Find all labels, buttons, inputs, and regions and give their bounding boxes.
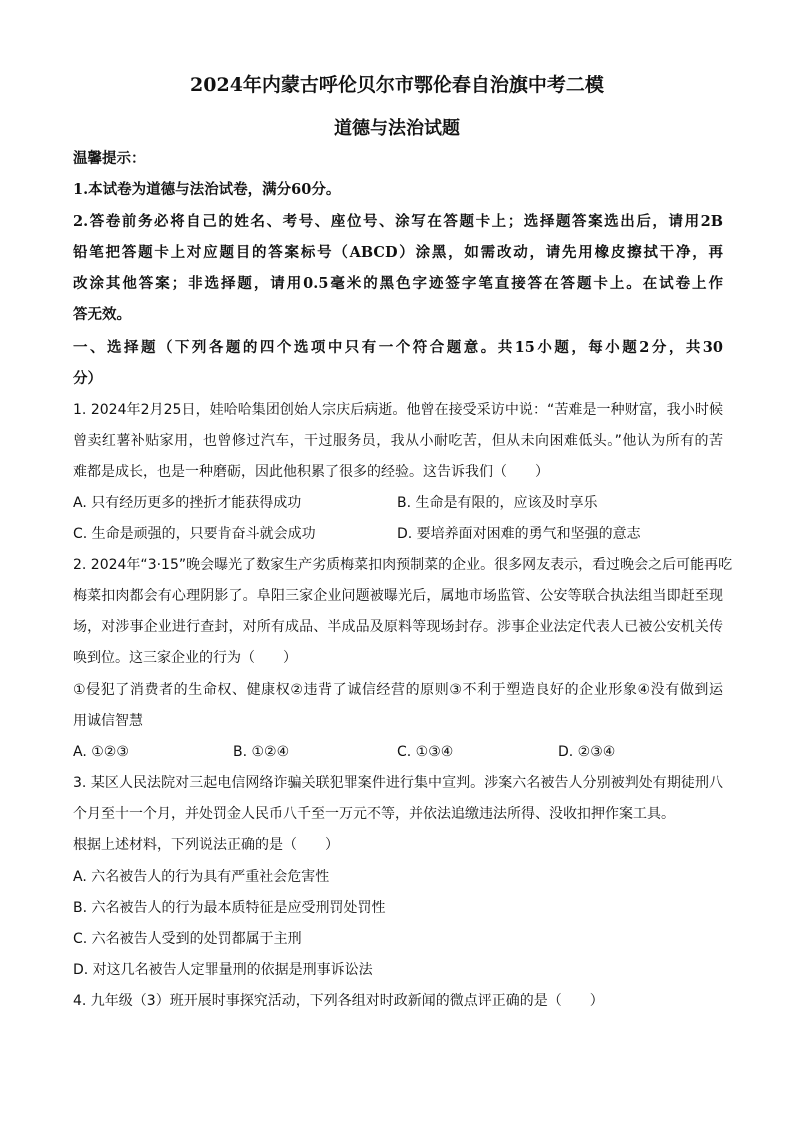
q3-option-b: B. 六名被告人的行为最本质特征是应受刑罚处罚性 [73, 900, 386, 916]
q2-option-d: D. ②③④ [558, 744, 616, 760]
q3-option-a: A. 六名被告人的行为具有严重社会危害性 [73, 869, 330, 885]
q1-stem-line-2: 曾卖红薯补贴家用，也曾修过汽车，干过服务员，我从小耐吃苦，但从未向困难低头。”他认为所有的苦 [73, 433, 723, 449]
q2-stem-line-4: 唤到位。这三家企业的行为（ ） [73, 650, 297, 666]
page-subtitle: 道德与法治试题 [334, 118, 460, 139]
q3-stem-line-2: 个月至十一个月，并处罚金人民币八千至一万元不等，并依法追缴违法所得、没收扣押作案工具。 [73, 806, 675, 822]
q3-option-d: D. 对这几名被告人定罪量刑的依据是刑事诉讼法 [73, 962, 373, 978]
notice-item-1: 1.本试卷为道德与法治试卷，满分60分。 [73, 181, 341, 198]
q1-stem-line-3: 难都是成长，也是一种磨砺，因此他积累了很多的经验。这告诉我们（ ） [73, 464, 549, 480]
page-title: 2024年内蒙古呼伦贝尔市鄂伦春自治旗中考二模 [190, 74, 604, 96]
q3-option-c: C. 六名被告人受到的处罚都属于主刑 [73, 931, 302, 947]
notice-item-2-line-4: 答无效。 [73, 306, 131, 323]
q1-option-a: A. 只有经历更多的挫折才能获得成功 [73, 495, 302, 511]
q2-option-a: A. ①②③ [73, 744, 129, 760]
q3-stem-line-3: 根据上述材料，下列说法正确的是（ ） [73, 837, 339, 853]
notice-item-2-line-1: 2.答卷前务必将自己的姓名、考号、座位号、涂写在答题卡上；选择题答案选出后，请用2B [73, 213, 723, 230]
q2-stem-line-3: 场，对涉事企业进行查封，对所有成品、半成品及原料等现场封存。涉事企业法定代表人已被公安机关传 [73, 619, 723, 635]
notice-item-2-line-2: 铅笔把答题卡上对应题目的答案标号（ABCD）涂黑，如需改动，请先用橡皮擦拭干净，再 [73, 244, 723, 261]
q2-option-c: C. ①③④ [397, 744, 454, 760]
q3-stem-line-1: 3. 某区人民法院对三起电信网络诈骗关联犯罪案件进行集中宣判。涉案六名被告人分别被判处有期徒刑八 [73, 775, 723, 791]
q2-stem-line-1: 2. 2024年“3·15”晚会曝光了数家生产劣质梅菜扣肉预制菜的企业。很多网友表示，看过晚会之后可能再吃 [73, 557, 733, 573]
q1-option-b: B. 生命是有限的，应该及时享乐 [397, 495, 598, 511]
section-heading-line-2: 分） [73, 370, 102, 387]
q2-statements-line-2: 用诚信智慧 [73, 713, 143, 729]
notice-item-2-line-3: 改涂其他答案；非选择题，请用0.5毫米的黑色字迹签字笔直接答在答题卡上。在试卷上作 [73, 275, 723, 292]
q4-stem-line-1: 4. 九年级（3）班开展时事探究活动，下列各组对时政新闻的微点评正确的是（ ） [73, 993, 604, 1009]
q2-statements-line-1: ①侵犯了消费者的生命权、健康权②违背了诚信经营的原则③不利于塑造良好的企业形象④没有做到运 [73, 682, 723, 698]
q2-option-b: B. ①②④ [233, 744, 290, 760]
section-heading-line-1: 一、选择题（下列各题的四个选项中只有一个符合题意。共15小题，每小题2分，共30 [73, 339, 723, 356]
q2-stem-line-2: 梅菜扣肉都会有心理阴影了。阜阳三家企业问题被曝光后，属地市场监管、公安等联合执法组当即赶至现 [73, 588, 723, 604]
q1-option-c: C. 生命是顽强的，只要肯奋斗就会成功 [73, 526, 316, 542]
q1-option-d: D. 要培养面对困难的勇气和坚强的意志 [397, 526, 641, 542]
q1-stem-line-1: 1. 2024年2月25日，娃哈哈集团创始人宗庆后病逝。他曾在接受采访中说：“苦难是一种财富，我小时候 [73, 402, 723, 418]
notice-heading: 温馨提示： [73, 150, 146, 167]
